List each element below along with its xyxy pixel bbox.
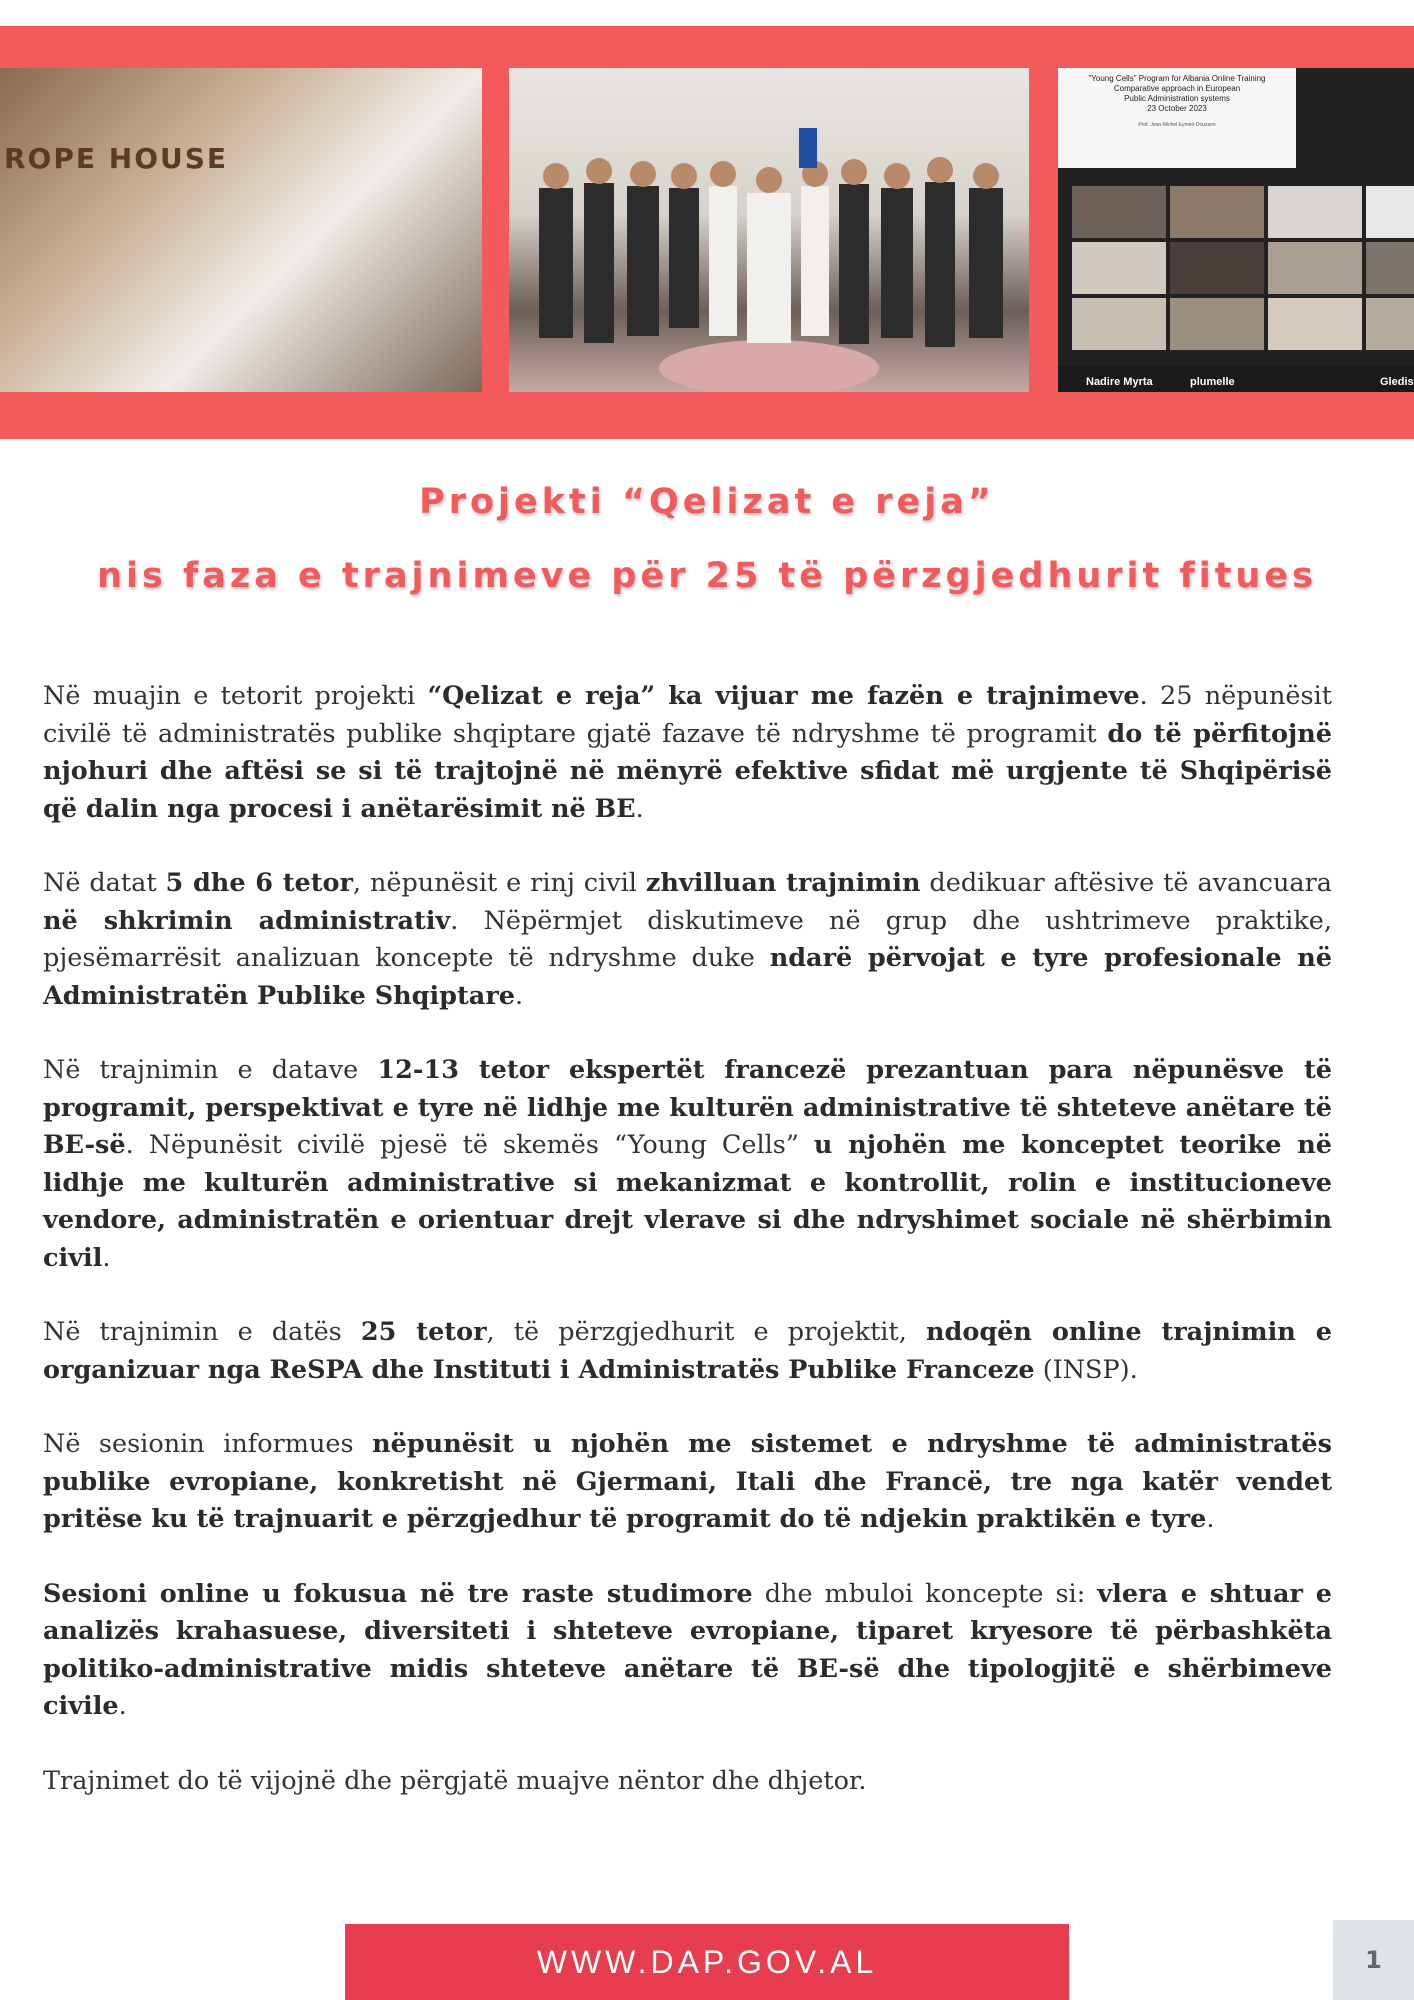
page-title: Projekti “Qelizat e reja”	[419, 482, 995, 522]
text: Në trajnimin e datave	[43, 1055, 378, 1085]
slide-line: 23 October 2023	[1147, 104, 1207, 113]
body-paragraph	[43, 678, 1332, 828]
text: , të përzgjedhurit e projektit,	[486, 1317, 926, 1347]
slide-line: Comparative approach in European	[1113, 84, 1241, 93]
participant-tile	[1268, 186, 1362, 238]
body-paragraph	[43, 1763, 1332, 1801]
bold-text: Sesioni online u fokusua në tre raste studimore	[43, 1578, 753, 1609]
website-link[interactable]: WWW.DAP.GOV.AL	[345, 1924, 1069, 2000]
participant-tile	[1366, 242, 1414, 294]
text: Në trajnimin e datës	[43, 1317, 361, 1347]
text: . Nëpunësit civilë pjesë të skemës “Young Cells”	[125, 1130, 814, 1160]
europe-house-sign: ROPE HOUSE	[4, 142, 229, 175]
bold-text: në shkrimin administrativ	[43, 905, 451, 936]
participant-name: plumelle	[1190, 376, 1235, 388]
participant-tile	[1072, 298, 1166, 350]
training-room-photo	[0, 68, 482, 392]
body-paragraph	[43, 865, 1332, 1015]
participant-tile	[1170, 298, 1264, 350]
text: dhe mbuloi koncepte si:	[752, 1578, 1098, 1609]
body-paragraph	[43, 1314, 1332, 1389]
participant-grid	[1058, 178, 1414, 392]
text: Në muajin e tetorit projekti	[43, 681, 428, 711]
body-paragraph	[43, 1426, 1332, 1539]
bold-text: 5 dhe 6 tetor	[165, 868, 353, 898]
article-body	[43, 678, 1332, 1837]
participant-tile	[1268, 242, 1362, 294]
video-call-screenshot	[1058, 68, 1414, 392]
text: . Nëpërmjet diskutimeve në grup dhe ushtrimeve praktike, pjesëmarrësit analizuan koncepte të ndryshme duke	[43, 905, 1332, 973]
text: .	[635, 793, 644, 824]
bold-text: 25 tetor	[360, 1317, 487, 1347]
bold-text: do të përfitojnë njohuri dhe aftësi se si të trajtojnë në mënyrë efektive sfidat më urgjente të Shqipërisë që dalin nga procesi i anëtarësimit në BE	[43, 718, 1332, 824]
participant-tile	[1170, 186, 1264, 238]
participant-tile	[1072, 186, 1166, 238]
body-paragraph	[43, 1576, 1332, 1726]
participant-name: Nadire Myrta	[1086, 376, 1153, 388]
slide-presenter: Prof. Jean-Michel Eymeri-Douzans	[1138, 122, 1216, 128]
bold-text: ndoqën online trajnimin e organizuar nga ReSPA dhe Instituti i Administratës Publike Franceze	[43, 1317, 1332, 1385]
text: Në sesionin informues	[43, 1429, 373, 1459]
slide-line: "Young Cells" Program for Albania Online Training	[1088, 74, 1266, 83]
participant-tile	[1170, 242, 1264, 294]
participant-tile	[1366, 298, 1414, 350]
text: (INSP).	[1034, 1354, 1138, 1385]
text: .	[1206, 1504, 1215, 1534]
text: , nëpunësit e rinj civil	[352, 868, 646, 898]
bold-text: ndarë përvojat e tyre profesionale në Administratën Publike Shqiptare	[43, 943, 1333, 1011]
bold-text: 12-13 tetor ekspertët francezë prezantuan para nëpunësve të programit, perspektivat e tyre në lidhje me kulturën administrative të shteteve anëtare të BE-së	[43, 1055, 1332, 1160]
bold-text: “Qelizat e reja” ka vijuar me fazën e trajnimeve	[427, 681, 1140, 711]
participant-tile	[1268, 298, 1362, 350]
participant-tile	[1072, 242, 1166, 294]
text: dedikuar aftësive të avancuara	[920, 868, 1332, 898]
slide-line: Public Administration systems	[1124, 94, 1230, 103]
bold-text: nëpunësit u njohën me sistemet e ndryshme të administratës publike evropiane, konkretisht në Gjermani, Itali dhe Francë, tre nga katër vendet pritëse ku të trajnuarit e përzgjedhur të programit do të ndjekin praktikën e tyre	[43, 1429, 1332, 1534]
text: Në datat	[43, 868, 166, 898]
presentation-slide	[1058, 68, 1296, 168]
participant-names	[1058, 366, 1414, 392]
body-paragraph	[43, 1052, 1332, 1277]
group-silhouettes	[509, 68, 1029, 392]
participant-name: Gledis	[1380, 376, 1414, 388]
bold-text: u njohën me konceptet teorike në lidhje me kulturën administrative si mekanizmat e kontrollit, rolin e institucioneve vendore, administratën e orientuar drejt vlerave si dhe ndryshimet sociale në shërbimin civil	[43, 1130, 1332, 1273]
page-number: 1	[1333, 1920, 1414, 2000]
bold-text: vlera e shtuar e analizës krahasuese, diversiteti i shteteve evropiane, tiparet kryesore të përbashkëta politiko-administrative midis shteteve anëtare të BE-së dhe tipologjitë e shërbimeve civile	[43, 1578, 1332, 1721]
text: .	[514, 980, 524, 1011]
text: Trajnimet do të vijojnë dhe përgjatë muajve nëntor dhe dhjetor.	[43, 1765, 867, 1796]
participant-tile	[1366, 186, 1414, 238]
group-photo	[509, 68, 1029, 392]
text: .	[102, 1242, 111, 1273]
bold-text: zhvilluan trajnimin	[645, 868, 921, 898]
photo-banner	[0, 26, 1414, 439]
page-subtitle: nis faza e trajnimeve për 25 të përzgjedhurit fitues	[97, 556, 1317, 596]
text: .	[118, 1691, 127, 1721]
text: . 25 nëpunësit civilë të administratës publike shqiptare gjatë fazave të ndryshme të programit	[43, 681, 1332, 749]
